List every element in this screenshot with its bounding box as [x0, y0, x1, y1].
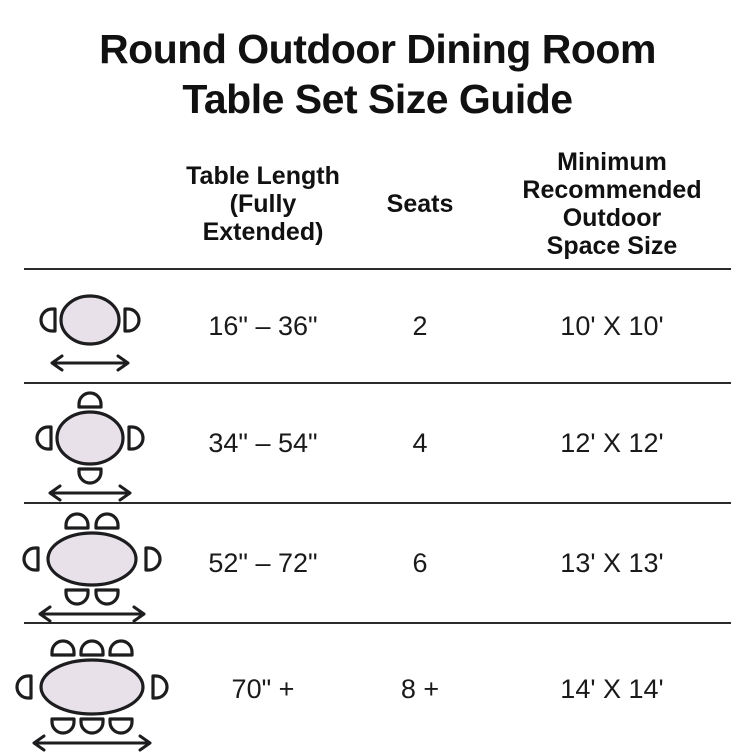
seats-value: 2: [412, 310, 428, 341]
col-header-seats: Seats: [386, 190, 454, 218]
width-arrow-icon: [34, 736, 150, 750]
width-arrow-icon: [52, 356, 128, 370]
table-length-value: 52" – 72": [208, 547, 318, 578]
page-title-line-2: Table Set Size Guide: [182, 76, 573, 122]
col-header-table-length: Table Length (Fully Extended): [186, 162, 340, 246]
table-row: [0, 270, 755, 382]
table-length-value: 16" – 36": [208, 310, 318, 341]
table-6-seats-icon: [0, 501, 180, 625]
width-arrow-icon: [50, 486, 130, 500]
table-illustration: [0, 273, 180, 379]
table-header-row: [0, 140, 755, 268]
col-header-space-size: Minimum Recommended Outdoor Space Size: [522, 148, 702, 260]
space-size-value: 10' X 10': [560, 310, 664, 341]
page-title-line-1: Round Outdoor Dining Room: [99, 26, 656, 72]
table-8-seats-icon: [0, 625, 180, 755]
space-size-value: 14' X 14': [560, 674, 664, 704]
table-illustration: [0, 382, 180, 504]
seats-value: 4: [412, 427, 428, 458]
table-length-value: 34" – 54": [208, 427, 318, 458]
table-4-seats-icon: [0, 382, 180, 504]
space-size-value: 13' X 13': [560, 547, 664, 578]
space-size-value: 12' X 12': [560, 427, 664, 458]
table-illustration: [0, 625, 180, 755]
table-length-value: 70" +: [231, 674, 295, 704]
table-illustration: [0, 501, 180, 625]
table-row: [0, 624, 755, 755]
page-title: [0, 24, 755, 124]
width-arrow-icon: [40, 607, 144, 621]
table-row: [0, 384, 755, 502]
seats-value: 8 +: [400, 674, 440, 704]
table-2-seats-icon: [0, 273, 180, 379]
table-row: [0, 504, 755, 622]
seats-value: 6: [412, 547, 428, 578]
